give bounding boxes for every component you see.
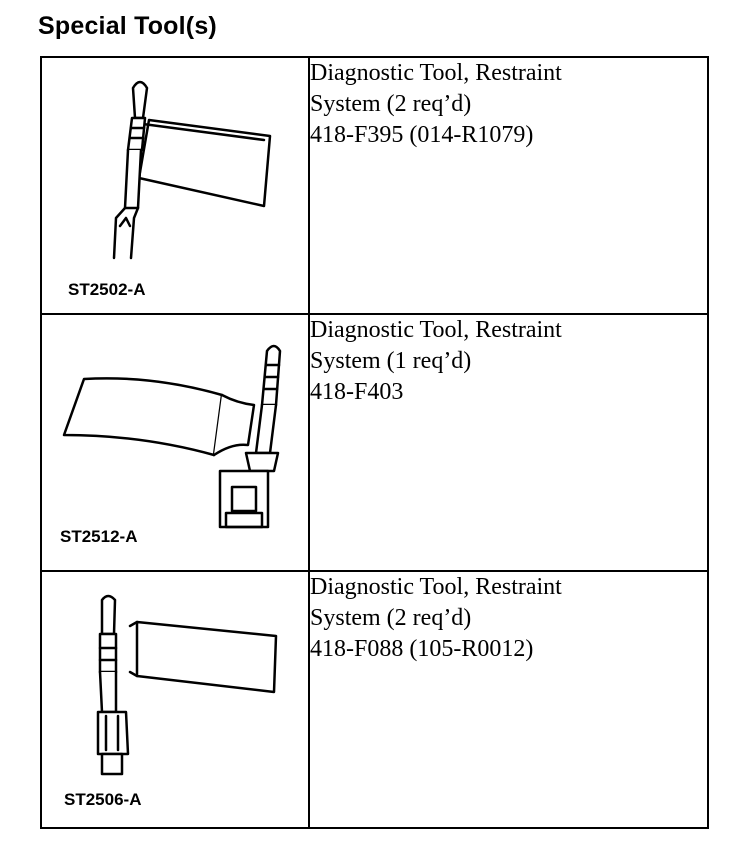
- table-row: [41, 57, 708, 314]
- tool-description: [310, 315, 707, 408]
- tool-part-number: 418-F088 (105-R0012): [310, 636, 534, 662]
- tool-st2502-illustration: [42, 58, 308, 313]
- tool-code: ST2502-A: [68, 280, 146, 299]
- tool-description-line: Diagnostic Tool, Restraint: [310, 60, 562, 86]
- tool-illustration-cell: [41, 57, 309, 314]
- tool-code: ST2506-A: [64, 790, 142, 809]
- special-tools-table: [40, 56, 709, 829]
- tool-description-line: Diagnostic Tool, Restraint: [310, 574, 562, 600]
- table-row: [41, 314, 708, 571]
- tool-description-line: System (2 req’d): [310, 91, 472, 117]
- table-row: [41, 571, 708, 828]
- tool-code: ST2512-A: [60, 527, 138, 546]
- page-title: Special Tool(s): [38, 12, 217, 40]
- tool-description-cell: [309, 314, 708, 571]
- tool-description-line: System (1 req’d): [310, 348, 472, 374]
- tool-description-cell: [309, 571, 708, 828]
- tool-description: [310, 58, 707, 151]
- tool-illustration-cell: [41, 314, 309, 571]
- tool-part-number: 418-F403: [310, 379, 404, 405]
- tool-description-line: System (2 req’d): [310, 605, 472, 631]
- tool-description-line: Diagnostic Tool, Restraint: [310, 317, 562, 343]
- tool-description: [310, 572, 707, 665]
- tool-illustration-cell: [41, 571, 309, 828]
- tool-description-cell: [309, 57, 708, 314]
- tool-st2506-illustration: [42, 572, 308, 827]
- tool-part-number: 418-F395 (014-R1079): [310, 122, 534, 148]
